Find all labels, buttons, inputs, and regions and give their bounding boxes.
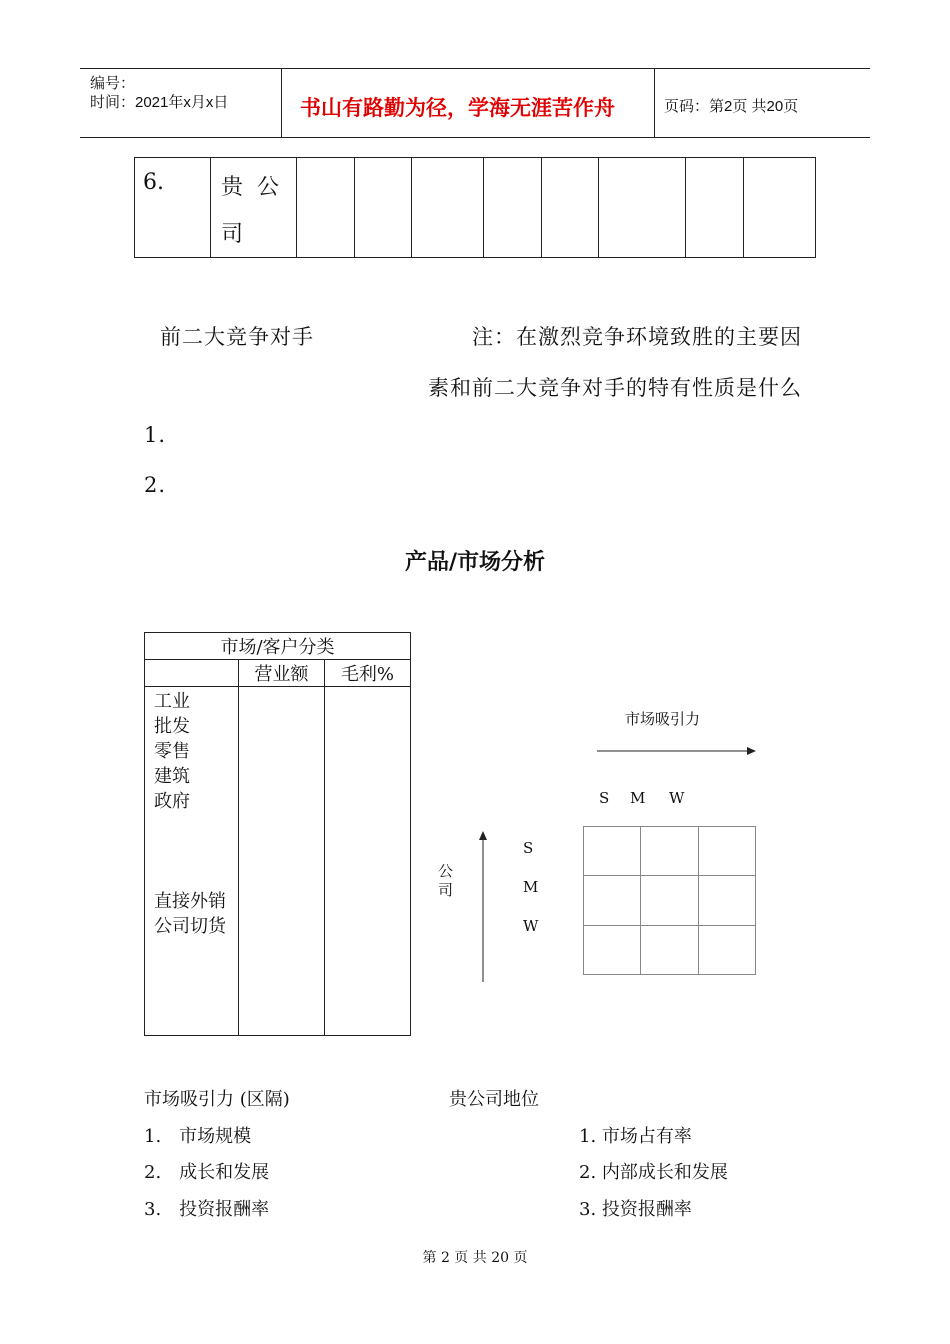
table-cell xyxy=(355,158,412,258)
row-label-line2: 司 xyxy=(221,222,244,247)
category-cell xyxy=(145,687,239,1036)
row-number-cell xyxy=(135,158,211,258)
y-axis-label: 公司 xyxy=(438,862,454,899)
table-header-cell xyxy=(145,633,411,660)
position-item: 3. 投资报酬率 xyxy=(579,1199,692,1220)
row-label-line1: 贵 公 xyxy=(221,175,279,200)
header-divider xyxy=(654,69,655,137)
date-label: 时间：2021年x月x日 xyxy=(90,94,229,111)
position-item: 1. 市场占有率 xyxy=(579,1126,692,1147)
matrix-grid xyxy=(582,825,757,977)
table-cell xyxy=(412,158,484,258)
attractiveness-item: 2. 成长和发展 xyxy=(144,1162,270,1183)
category-item: 零售 xyxy=(154,741,190,762)
margin-cell xyxy=(325,687,411,1036)
sales-cell xyxy=(239,687,325,1036)
note-line-2: 素和前二大竞争对手的特有性质是什么 xyxy=(428,376,802,400)
x-level-label: S xyxy=(599,789,610,807)
category-item: 工业 xyxy=(154,691,190,712)
attractiveness-item: 1. 市场规模 xyxy=(144,1126,252,1147)
evaluation-table xyxy=(134,157,816,258)
table-header-row xyxy=(145,633,411,660)
page-footer: 第 2 页 共 20 页 xyxy=(422,1250,528,1266)
category-item: 政府 xyxy=(154,791,190,812)
row-label-cell xyxy=(211,158,297,258)
competitor-item: 1. xyxy=(144,423,167,447)
sales-column-header: 营业额 xyxy=(254,664,309,685)
column-header-row xyxy=(145,660,411,687)
page-number-label: 页码：第2页 共20页 xyxy=(664,98,799,115)
note-line-1: 注：在激烈竞争环境致胜的主要因 xyxy=(472,325,802,349)
table-cell xyxy=(145,660,239,687)
customer-segment-table xyxy=(144,632,411,1036)
row-number: 6. xyxy=(143,170,164,195)
market-attractiveness-heading: 市场吸引力 (区隔) xyxy=(144,1089,290,1110)
table-body-row xyxy=(145,687,411,1036)
table-cell xyxy=(484,158,542,258)
header-divider xyxy=(281,69,282,137)
category-item: 批发 xyxy=(154,716,190,737)
table-cell xyxy=(297,158,355,258)
table-cell xyxy=(744,158,816,258)
motto: 书山有路勤为径，学海无涯苦作舟 xyxy=(300,96,615,120)
table-row xyxy=(135,158,816,258)
attractiveness-item: 3. 投资报酬率 xyxy=(144,1199,270,1220)
competitor-item: 2. xyxy=(144,473,167,497)
section-title: 产品/市场分析 xyxy=(404,550,546,575)
table-cell xyxy=(542,158,599,258)
x-axis-arrow xyxy=(595,743,760,759)
competitors-heading: 前二大竞争对手 xyxy=(160,325,314,349)
category-item: 直接外销 xyxy=(154,891,226,912)
doc-number-label: 编号： xyxy=(90,75,136,92)
column-header-cell xyxy=(239,660,325,687)
table-cell xyxy=(599,158,686,258)
position-item: 2. 内部成长和发展 xyxy=(579,1162,728,1183)
x-axis-label: 市场吸引力 xyxy=(625,710,701,728)
table-cell xyxy=(686,158,744,258)
category-item: 建筑 xyxy=(154,766,190,787)
y-level-label: S xyxy=(523,839,534,857)
y-level-label: M xyxy=(523,878,539,896)
x-level-label: M xyxy=(630,789,646,807)
company-position-heading: 贵公司地位 xyxy=(449,1089,539,1110)
y-axis-arrow xyxy=(475,828,491,984)
column-header-cell xyxy=(325,660,411,687)
page-header xyxy=(80,68,870,138)
margin-column-header: 毛利% xyxy=(340,664,395,685)
x-level-label: W xyxy=(669,789,685,807)
customer-table-header: 市场/客户分类 xyxy=(220,637,335,658)
y-level-label: W xyxy=(523,917,539,935)
category-item: 公司切货 xyxy=(154,916,226,937)
